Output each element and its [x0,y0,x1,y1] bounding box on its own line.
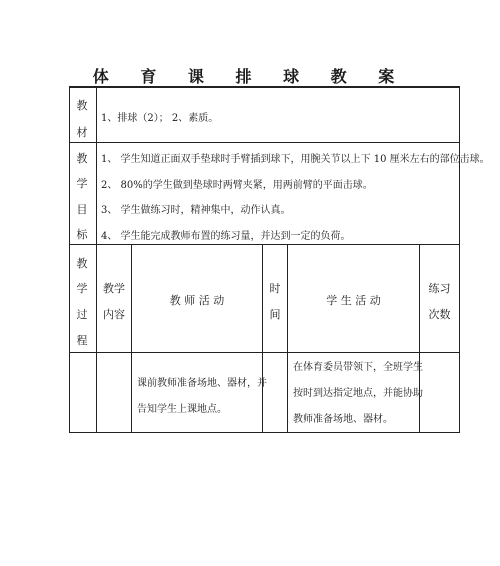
column-divider [262,244,263,433]
objective-item: 2、 80%的学生做到垫球时两臂夹紧，用两前臂的平面击球。 [101,180,373,191]
page-title: 体 育 课 排 球 教 案 [92,67,408,86]
header-practice-count: 练习 次数 [428,282,451,321]
table-border-top [69,86,460,88]
table-border-bottom [69,432,460,433]
header-student-activity: 学 生 活 动 [326,294,381,307]
column-divider [131,244,132,433]
table-border-right [459,86,460,433]
table-border-left [69,86,70,433]
student-activity-line: 在体育委员带领下，全班学生 [293,362,423,373]
teacher-activity-line: 告知学生上课地点。 [137,404,227,415]
materials-content: 1、排球（2）； 2、素质。 [101,113,219,124]
header-content: 教学 内容 [103,282,125,321]
objective-item: 1、 学生知道正面双手垫球时手臂插到球下，用腕关节以上下 10 厘米左右的部位击球。 [101,154,490,165]
header-time: 时 间 [269,282,281,321]
objective-item: 3、 学生做练习时，精神集中，动作认真。 [101,205,291,216]
student-activity-line: 按时到达指定地点，并能协助 [293,388,423,399]
label-column-divider [96,86,97,433]
objective-item: 4、 学生能完成教师布置的练习量，并达到一定的负荷。 [101,231,351,242]
header-teacher-activity: 教 师 活 动 [169,294,225,307]
row-divider [69,142,460,143]
row-divider [69,352,460,353]
column-divider [287,244,288,433]
student-activity-line: 教师准备场地、器材。 [293,414,393,425]
teacher-activity-line: 课前教师准备场地、器材，并 [137,378,267,389]
row-divider [69,244,460,245]
column-divider [419,244,420,433]
